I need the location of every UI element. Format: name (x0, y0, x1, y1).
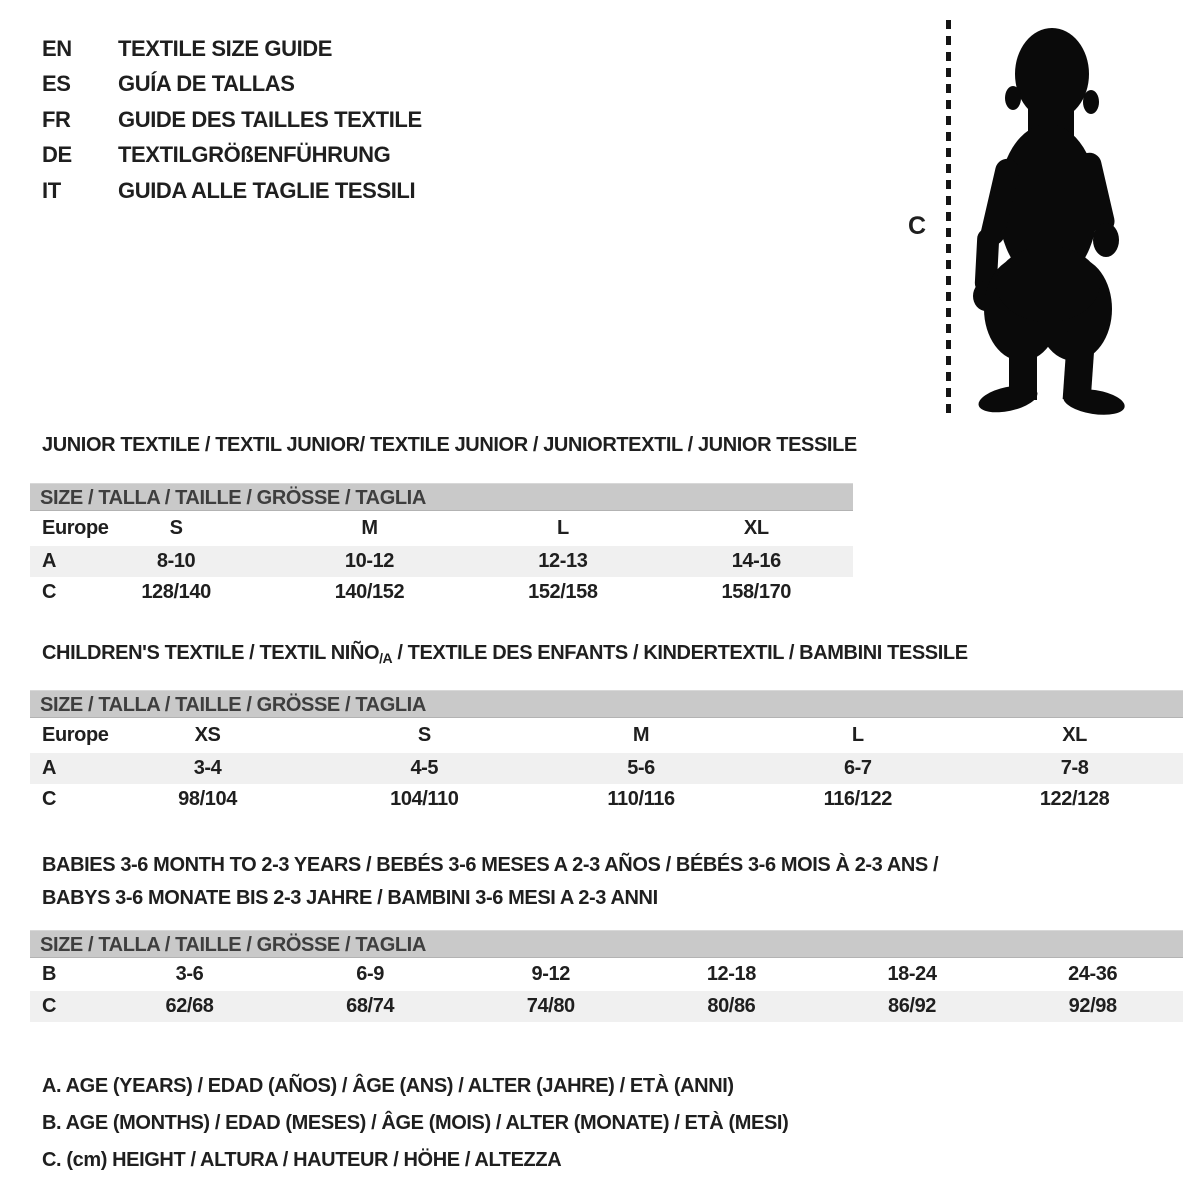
column-header: S (169, 517, 183, 539)
table-cell: 122/128 (1039, 788, 1110, 810)
table-cell: 116/122 (823, 788, 892, 810)
column-header: S (417, 724, 431, 746)
column-header: M (361, 517, 378, 539)
legend-line-b: B. AGE (MONTHS) / EDAD (MESES) / ÂGE (MOIS) / ALTER (MONATE) / ETÀ (MESI) (42, 1112, 789, 1134)
junior-row-a (30, 546, 853, 577)
children-title-main: CHILDREN'S TEXTILE / TEXTIL NIÑO (42, 642, 380, 664)
table-cell: 6-7 (843, 757, 872, 779)
table-cell: 18-24 (887, 963, 937, 985)
table-cell: 3-6 (175, 963, 204, 985)
junior-size-table (30, 483, 853, 608)
junior-row-c (30, 577, 853, 608)
legend-line-a: A. AGE (YEARS) / EDAD (AÑOS) / ÂGE (ANS) / ALTER (JAHRE) / ETÀ (ANNI) (42, 1075, 734, 1097)
language-title: GUÍA DE TALLAS (118, 71, 295, 97)
table-cell: 86/92 (887, 995, 937, 1017)
language-code: EN (42, 35, 72, 61)
table-cell: 3-4 (193, 757, 222, 779)
language-title: GUIDE DES TAILLES TEXTILE (118, 106, 422, 132)
table-cell: 158/170 (721, 581, 792, 603)
language-title: TEXTILE SIZE GUIDE (118, 35, 333, 61)
table-cell: 12-18 (706, 963, 756, 985)
table-cell: 24-36 (1068, 963, 1118, 985)
table-cell: 8-10 (156, 550, 196, 572)
row-label: C (42, 995, 57, 1017)
language-title: TEXTILGRÖßENFÜHRUNG (118, 142, 391, 168)
children-title-rest: / TEXTILE DES ENFANTS / KINDERTEXTIL / BAMBINI TESSILE (392, 642, 968, 664)
table-cell: 14-16 (731, 550, 781, 572)
table-cell: 7-8 (1060, 757, 1089, 779)
row-label: A (42, 757, 57, 779)
language-row-fr (42, 102, 422, 138)
region-label: Europe (42, 517, 109, 539)
height-measure-label: C (908, 212, 926, 240)
row-label: C (42, 788, 57, 810)
junior-column-header-row (30, 511, 853, 546)
language-row-en (42, 31, 422, 67)
column-header: XL (1062, 724, 1087, 746)
table-cell: 6-9 (356, 963, 384, 985)
table-cell: 4-5 (410, 757, 439, 779)
table-cell: 9-12 (531, 963, 570, 985)
row-label: B (42, 963, 57, 985)
babies-row-c (30, 991, 1183, 1022)
column-header: L (851, 724, 864, 746)
measurement-legend (42, 1068, 788, 1179)
row-label: C (42, 581, 57, 603)
babies-section-title (42, 849, 938, 915)
table-cell: 110/116 (607, 788, 675, 810)
legend-line-c: C. (cm) HEIGHT / ALTURA / HAUTEUR / HÖHE / ALTEZZA (42, 1149, 562, 1171)
table-cell: 104/110 (390, 788, 459, 810)
babies-title-line1: BABIES 3-6 MONTH TO 2-3 YEARS / BEBÉS 3-6 MESES A 2-3 AÑOS / BÉBÉS 3-6 MOIS À 2-3 ANS / (42, 854, 939, 876)
babies-row-b (30, 958, 1183, 991)
language-title-list (42, 31, 422, 209)
children-row-a (30, 753, 1183, 784)
language-code: FR (42, 106, 71, 132)
children-size-header-bar: SIZE / TALLA / TAILLE / GRÖSSE / TAGLIA (30, 690, 1183, 718)
table-cell: 62/68 (165, 995, 214, 1017)
language-code: DE (42, 142, 72, 168)
table-cell: 74/80 (526, 995, 575, 1017)
column-header: XL (743, 517, 769, 539)
language-code: ES (42, 71, 71, 97)
region-label: Europe (42, 724, 109, 746)
children-size-table (30, 690, 1183, 815)
table-cell: 92/98 (1068, 995, 1117, 1017)
column-header: XS (194, 724, 221, 746)
table-cell: 98/104 (178, 788, 237, 810)
children-column-header-row (30, 718, 1183, 753)
table-cell: 140/152 (334, 581, 405, 603)
junior-size-header-bar: SIZE / TALLA / TAILLE / GRÖSSE / TAGLIA (30, 483, 853, 511)
language-title: GUIDA ALLE TAGLIE TESSILI (118, 177, 416, 203)
toddler-silhouette-image (962, 16, 1140, 420)
row-label: A (42, 550, 57, 572)
children-section-title (42, 642, 968, 666)
table-cell: 128/140 (141, 581, 211, 603)
children-row-c (30, 784, 1183, 815)
table-cell: 12-13 (538, 550, 588, 572)
babies-title-line2: BABYS 3-6 MONATE BIS 2-3 JAHRE / BAMBINI 3-6 MESI A 2-3 ANNI (42, 887, 658, 909)
language-row-it (42, 173, 422, 209)
babies-size-header-bar: SIZE / TALLA / TAILLE / GRÖSSE / TAGLIA (30, 930, 1183, 958)
table-cell: 68/74 (346, 995, 395, 1017)
column-header: M (632, 724, 650, 746)
table-cell: 5-6 (627, 757, 655, 779)
height-measure-dashed-line (946, 20, 951, 418)
junior-section-title: JUNIOR TEXTILE / TEXTIL JUNIOR/ TEXTILE JUNIOR / JUNIORTEXTIL / JUNIOR TESSILE (42, 434, 857, 456)
language-row-es (42, 67, 422, 103)
children-title-subscript: /A (379, 650, 393, 666)
language-row-de (42, 138, 422, 174)
table-cell: 80/86 (707, 995, 756, 1017)
babies-size-table (30, 930, 1183, 1022)
column-header: L (556, 517, 569, 539)
language-code: IT (42, 177, 61, 203)
table-cell: 152/158 (528, 581, 598, 603)
table-cell: 10-12 (344, 550, 395, 572)
